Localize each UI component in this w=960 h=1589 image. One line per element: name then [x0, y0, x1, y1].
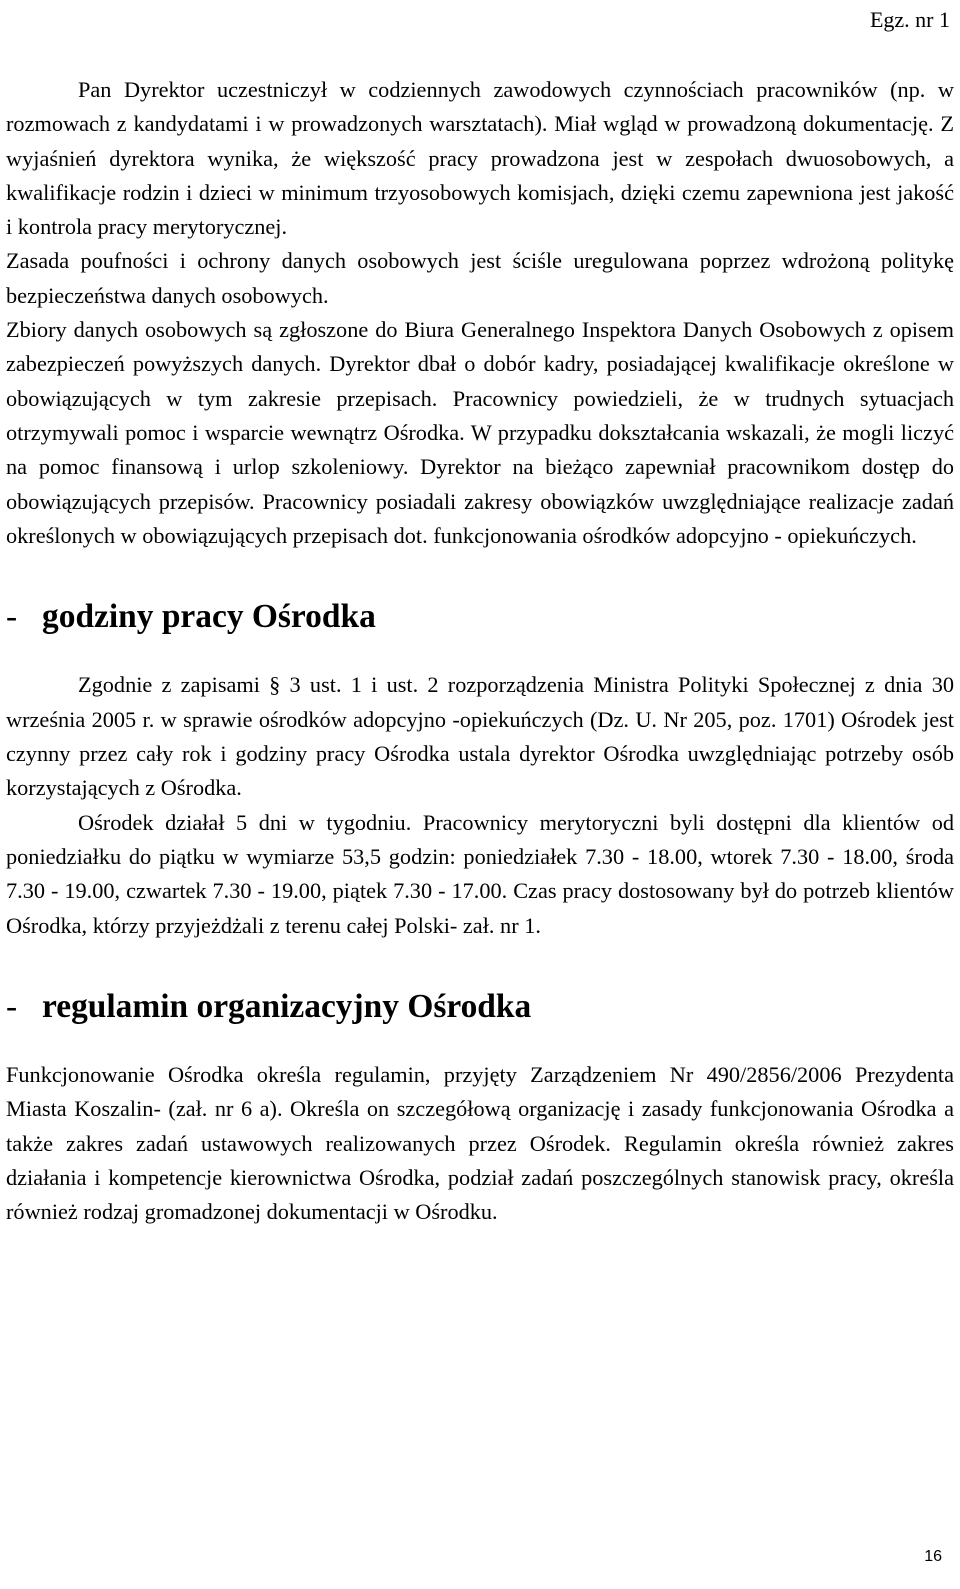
list-dash: -	[6, 598, 18, 636]
intro-paragraph-2: Zasada poufności i ochrony danych osobowych jest ściśle uregulowana poprzez wdrożoną politykę bezpieczeństwa danych osobowych.	[6, 248, 954, 308]
working-hours-paragraph-1: Zgodnie z zapisami § 3 ust. 1 i ust. 2 rozporządzenia Ministra Polityki Społecznej z dnia 30 września 2005 r. w sprawie ośrodków adopcyjno -opiekuńczych (Dz. U. Nr 205, poz. 1701) Ośrodek jest czynny przez cały rok i godziny pracy Ośrodka ustala dyrektor Ośrodka uwzględniając potrzeby osób korzystających z Ośrodka.	[6, 672, 954, 801]
section-heading-text: regulamin organizacyjny Ośrodka	[42, 987, 532, 1025]
spacer	[6, 553, 954, 600]
section-heading-text: godziny pracy Ośrodka	[42, 598, 376, 636]
section-heading-working-hours	[6, 600, 954, 634]
document-body	[6, 73, 954, 1230]
attachment-label: Egz. nr 1	[869, 7, 950, 32]
spacer	[6, 943, 954, 990]
section-heading-regulations	[6, 987, 954, 1025]
spacer	[6, 1024, 954, 1058]
intro-paragraph-1: Pan Dyrektor uczestniczył w codziennych zawodowych czynnościach pracowników (np. w rozmowach z kandydatami i w prowadzonych warsztatach). Miał wgląd w prowadzoną dokumentację. Z wyjaśnień dyrektora wynika, że większość pracy prowadzona jest w zespołach dwuosobowych, a kwalifikacje rodzin i dzieci w minimum trzyosobowych komisjach, dzięki czemu zapewniona jest jakość i kontrola pracy merytorycznej.	[6, 77, 954, 240]
list-dash: -	[6, 987, 18, 1025]
intro-paragraph-3: Zbiory danych osobowych są zgłoszone do Biura Generalnego Inspektora Danych Osobowych z opisem zabezpieczeń powyższych danych. Dyrektor dbał o dobór kadry, posiadającej kwalifikacje określone w obowiązujących w tym zakresie przepisach. Pracownicy powiedzieli, że w trudnych sytuacjach otrzymywali pomoc i wsparcie wewnątrz Ośrodka. W przypadku dokształcania wskazali, że mogli liczyć na pomoc finansową i urlop szkoleniowy. Dyrektor na bieżąco zapewniał pracownikom dostęp do obowiązujących przepisów. Pracownicy posiadali zakresy obowiązków uwzględniające realizacje zadań określonych w obowiązujących przepisach dot. funkcjonowania ośrodków adopcyjno - opiekuńczych.	[6, 317, 954, 548]
spacer	[6, 634, 954, 668]
working-hours-paragraph-2: Ośrodek działał 5 dni w tygodniu. Pracownicy merytoryczni byli dostępni dla klientów od poniedziałku do piątku w wymiarze 53,5 godzin: poniedziałek 7.30 - 18.00, wtorek 7.30 - 18.00, środa 7.30 - 19.00, czwartek 7.30 - 19.00, piątek 7.30 - 17.00. Czas pracy dostosowany był do potrzeb klientów Ośrodka, którzy przyjeżdżali z terenu całej Polski- zał. nr 1.	[6, 809, 954, 938]
regulations-paragraph-1: Funkcjonowanie Ośrodka określa regulamin, przyjęty Zarządzeniem Nr 490/2856/2006 Prezydenta Miasta Koszalin- (zał. nr 6 a). Określa on szczegółową organizację i zasady funkcjonowania Ośrodka a także zakres zadań ustawowych realizowanych przez Ośrodek. Regulamin określa również zakres działania i kompetencje kierownictwa Ośrodka, podział zadań poszczególnych stanowisk pracy, określa również rodzaj gromadzonej dokumentacji w Ośrodku.	[6, 1062, 954, 1225]
page-number: 16	[924, 1548, 942, 1565]
